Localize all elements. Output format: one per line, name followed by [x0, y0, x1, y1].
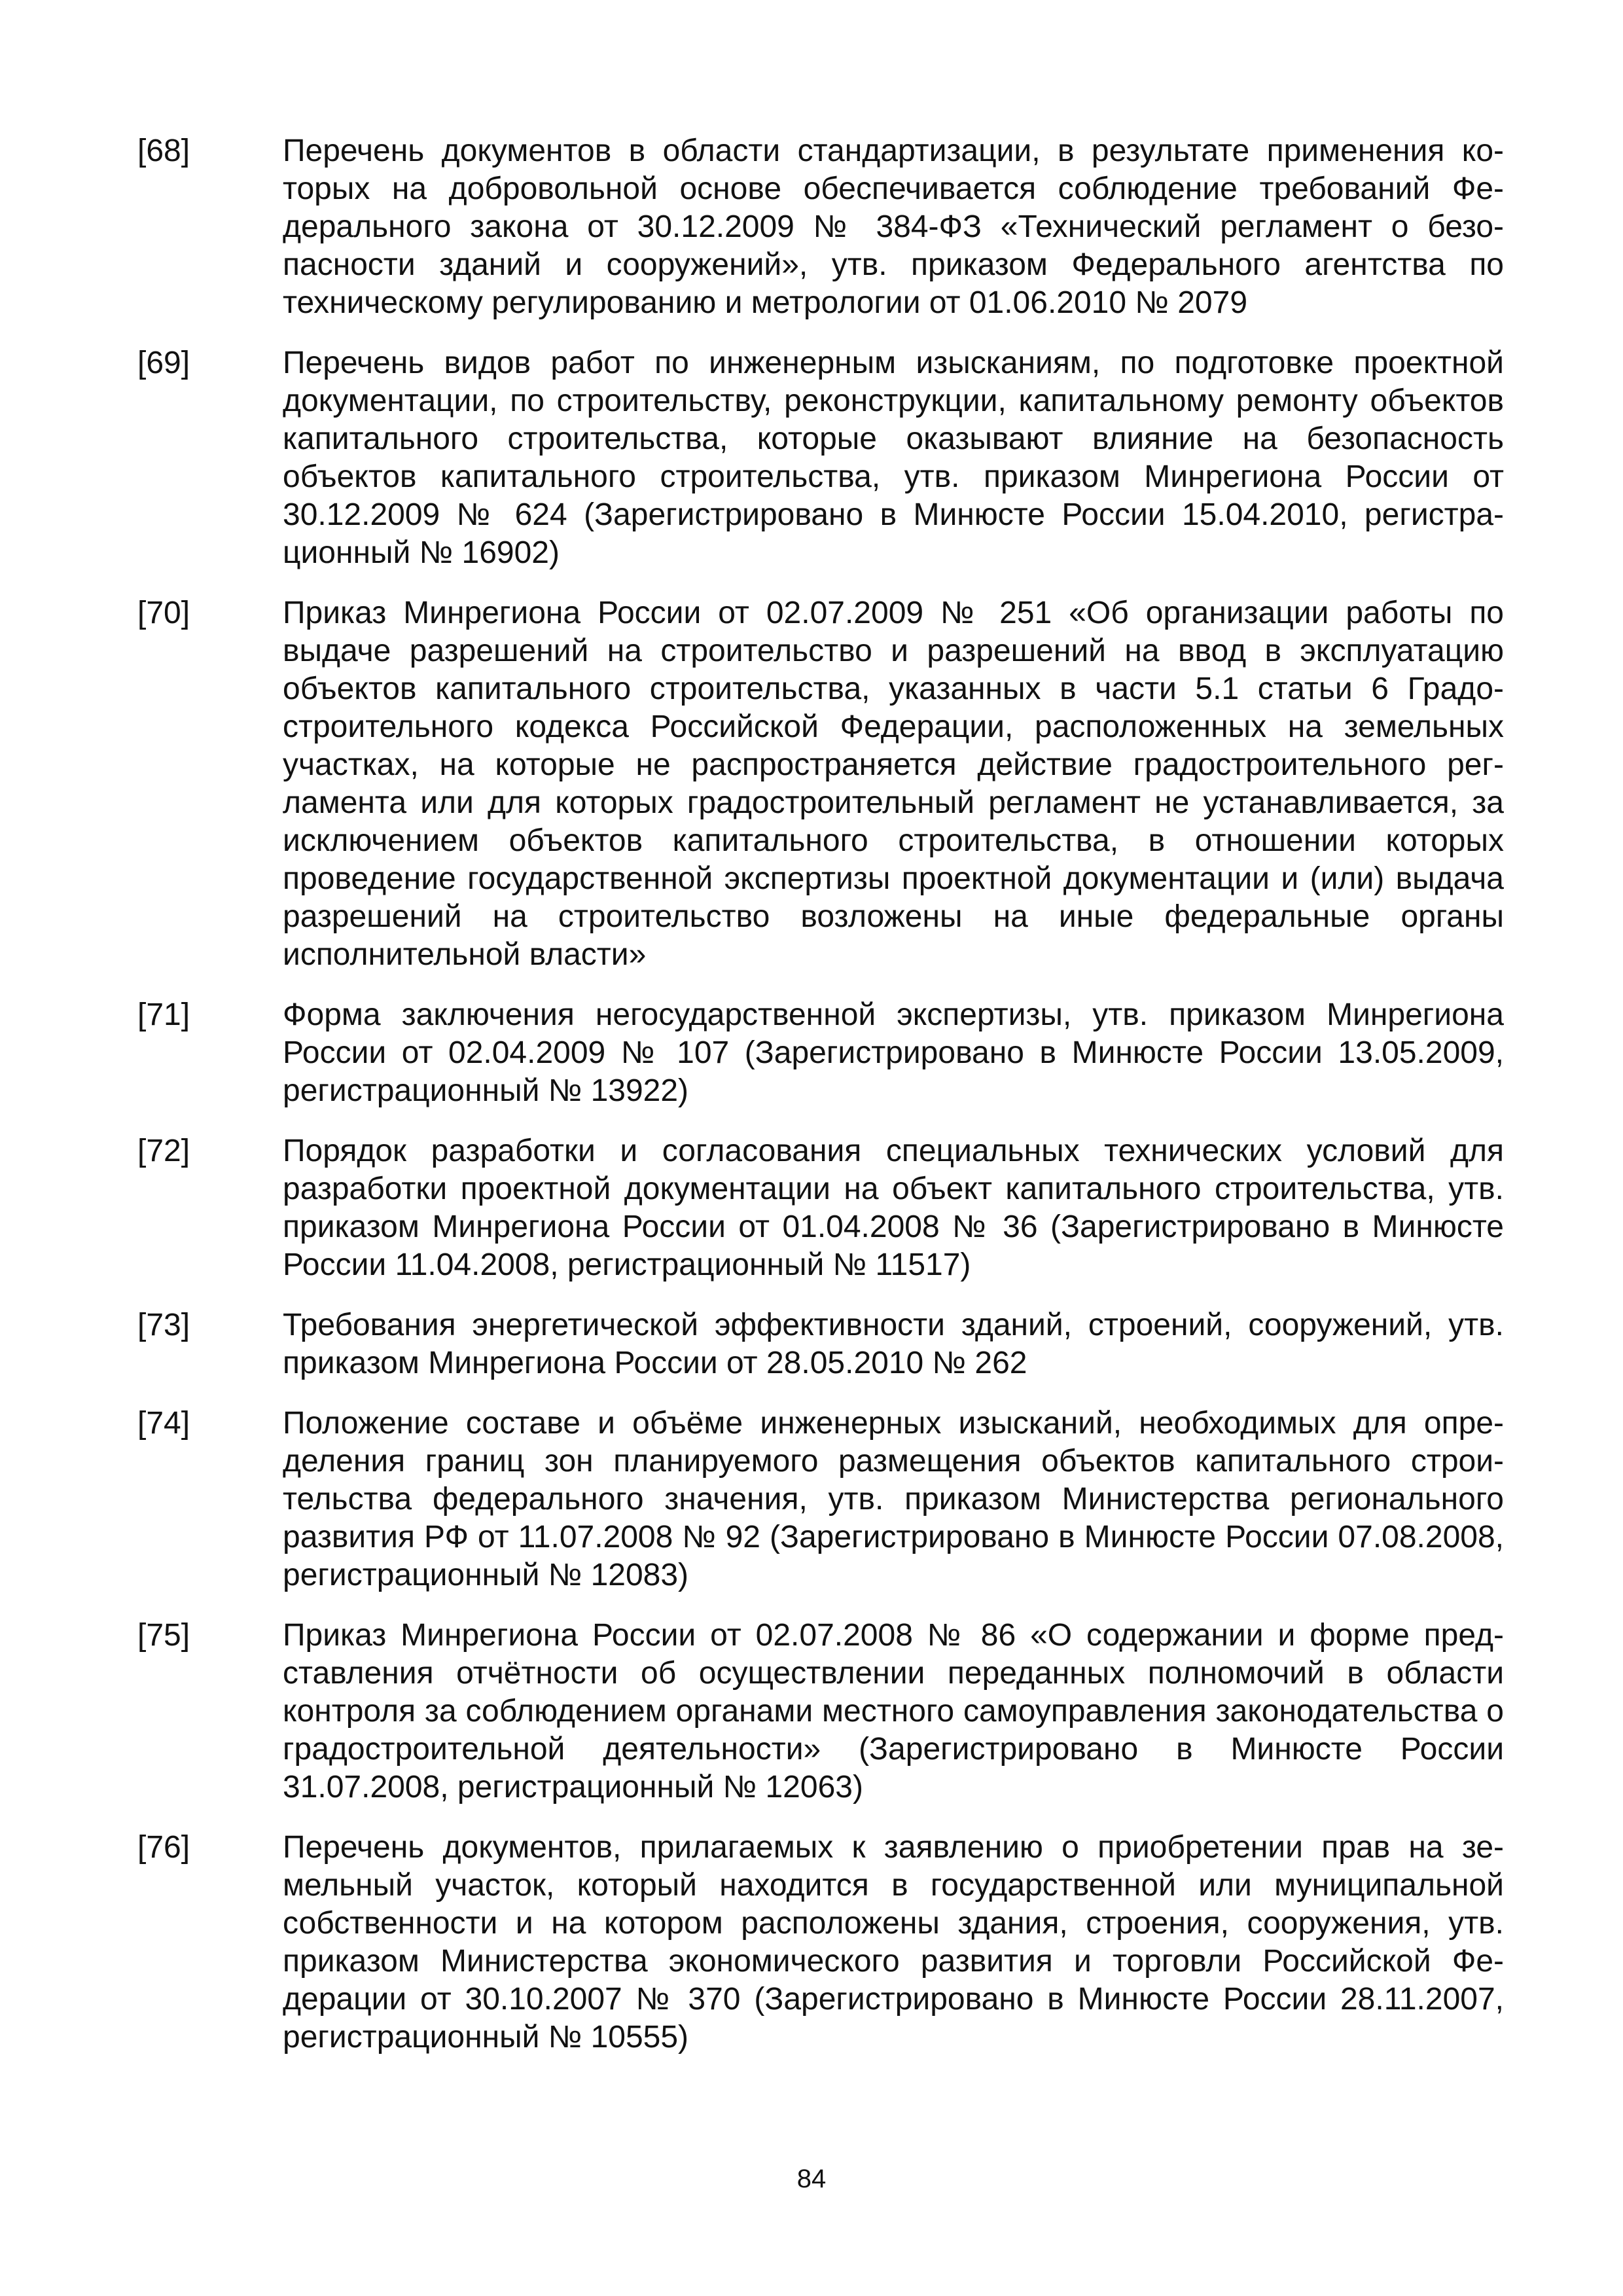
reference-text: Положение составе и объёме инженерных изысканий, необходимых для определения границ зон планируемого размещения объектов капитального строительства федерального значения, утв. приказом Министерства регионального развития РФ от 11.07.2008 № 92 (Зарегистрировано в Минюсте России 07.08.2008, регистрационный № 12083) [283, 1406, 1504, 1592]
page-number: 84 [796, 2164, 827, 2193]
reference-item-71 [137, 996, 1505, 1110]
reference-item-74 [137, 1405, 1505, 1594]
reference-item-72 [137, 1132, 1505, 1284]
reference-item-73 [137, 1306, 1505, 1382]
reference-text: Перечень видов работ по инженерным изысканиям, по подготовке проектной документации, по строительству, реконструкции, капитальному ремонту объектов капитального строительства, которые оказывают влияние на безопасность объектов капитального строительства, утв. приказом Минрегиона России от 30.12.2009 № 624 (Зарегистрировано в Минюсте России 15.04.2010, регистрационный № 16902) [283, 346, 1504, 570]
reference-item-76 [137, 1829, 1505, 2056]
reference-text: Приказ Минрегиона России от 02.07.2009 № 251 «Об организации работы по выдаче разрешений на строительство и разрешений на ввод в эксплуатацию объектов капитального строительства, указанных в части 5.1 статьи 6 Градостроительного кодекса Российской Федерации, расположенных на земельных участках, на которые не распространяется действие градостроительного регламента или для которых градостроительный регламент не устанавливается, за исключением объектов капитального строительства, в отношении которых проведение государственной экспертизы проектной документации и (или) выдача разрешений на строительство возложены на иные федеральные органы исполнительной власти» [283, 596, 1504, 972]
reference-item-68 [137, 132, 1505, 322]
reference-number: [73] [137, 1308, 190, 1342]
reference-number: [70] [137, 596, 190, 630]
reference-text: Требования энергетической эффективности зданий, строений, сооружений, утв. приказом Минрегиона России от 28.05.2010 № 262 [283, 1308, 1504, 1380]
reference-text: Форма заключения негосударственной экспертизы, утв. приказом Минрегиона России от 02.04.2009 № 107 (Зарегистрировано в Минюсте России 13.05.2009, регистрационный № 13922) [283, 997, 1504, 1108]
reference-number: [68] [137, 134, 190, 168]
reference-item-69 [137, 344, 1505, 572]
reference-item-75 [137, 1617, 1505, 1806]
reference-number: [76] [137, 1830, 190, 1865]
reference-text: Перечень документов, прилагаемых к заявлению о приобретении прав на земельный участок, который находится в государственной или муниципальной собственности и на котором расположены здания, строения, сооружения, утв. приказом Министерства экономического развития и торговли Российской Федерации от 30.10.2007 № 370 (Зарегистрировано в Минюсте России 28.11.2007, регистрационный № 10555) [283, 1830, 1504, 2054]
reference-number: [75] [137, 1618, 190, 1653]
reference-text: Порядок разработки и согласования специальных технических условий для разработки проектной документации на объект капитального строительства, утв. приказом Минрегиона России от 01.04.2008 № 36 (Зарегистрировано в Минюсте России 11.04.2008, регистрационный № 11517) [283, 1134, 1504, 1282]
reference-text: Перечень документов в области стандартизации, в результате применения которых на добровольной основе обеспечивается соблюдение требований Федерального закона от 30.12.2009 № 384-ФЗ «Технический регламент о безопасности зданий и сооружений», утв. приказом Федерального агентства по техническому регулированию и метрологии от 01.06.2010 № 2079 [283, 134, 1504, 320]
reference-number: [72] [137, 1134, 190, 1168]
reference-list [137, 132, 1505, 2079]
reference-item-70 [137, 594, 1505, 974]
reference-number: [74] [137, 1406, 190, 1441]
reference-text: Приказ Минрегиона России от 02.07.2008 № 86 «О содержании и форме представления отчётности об осуществлении переданных полномочий в области контроля за соблюдением органами местного самоуправления законодательства о градостроительной деятельности» (Зарегистрировано в Минюсте России 31.07.2008, регистрационный № 12063) [283, 1618, 1504, 1804]
reference-number: [69] [137, 346, 190, 380]
reference-number: [71] [137, 997, 190, 1032]
